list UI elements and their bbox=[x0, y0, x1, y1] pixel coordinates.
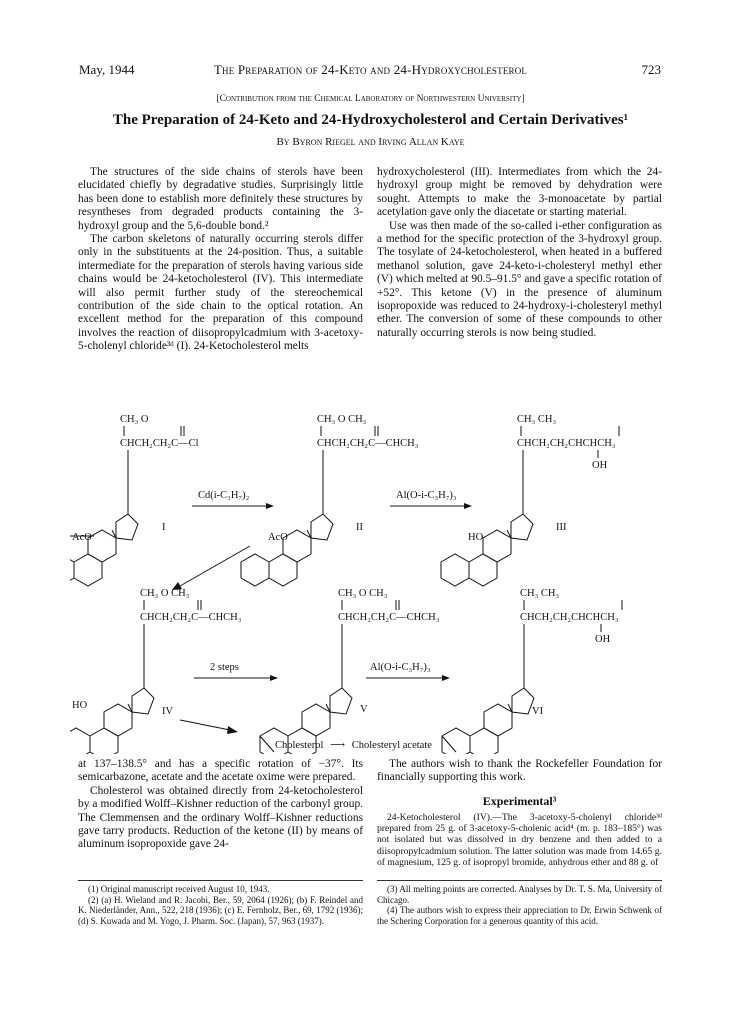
article-title: The Preparation of 24-Keto and 24-Hydroxycholesterol and Certain Derivatives¹ bbox=[112, 112, 629, 128]
label-iii: III bbox=[556, 522, 567, 533]
steroid-vi bbox=[442, 624, 534, 754]
sidechain-iii: CHCH₂CH₂CHCHCH₃ bbox=[517, 438, 616, 449]
cholesterol-line bbox=[275, 739, 432, 751]
reagent-cd: Cd(i-C₃H₇)₂ bbox=[198, 490, 250, 501]
paragraph: 24-Ketocholesterol (IV).—The 3-acetoxy-5-cholenyl chloride³ᵈ prepared from 25 g. of 3-acetoxy-5-cholenic acid⁴ (m. p. 183–185°) was not isolated but was dissolved in dry benzene and then added to a diisopropylcadmium solution. The latter solution was made from 14.65 g. of magnesium, 125 g. of isopropyl bromide, anhydrous ether and 88 g. of bbox=[377, 812, 662, 868]
page-date: May, 1944 bbox=[79, 62, 135, 77]
sidechain-ii-top: CH₃ O CH₃ bbox=[317, 414, 367, 425]
sidechain-v-top: CH₃ O CH₃ bbox=[338, 588, 388, 599]
byline: By Byron Riegel and Irving Allan Kaye bbox=[276, 136, 465, 148]
sidechain-ii: CHCH₂CH₂C—CHCH₃ bbox=[317, 438, 419, 449]
label-iv: IV bbox=[162, 706, 174, 717]
acetoxy-ii: AcO bbox=[268, 532, 288, 543]
label-ii: II bbox=[356, 522, 363, 533]
hydroxy-iii: HO bbox=[468, 532, 484, 543]
paragraph: Cholesterol was obtained directly from 24-ketocholesterol by a modified Wolff–Kishner reduction of the carbonyl group. The Clemmensen and the ordinary Wolff–Kishner reductions gave tarry products. Reduction of the ketone (II) by means of aluminum isopropoxide gave 24- bbox=[78, 784, 363, 851]
reaction-scheme bbox=[70, 408, 680, 754]
sidechain-i-top: CH₃ O bbox=[120, 414, 149, 425]
paragraph: Use was then made of the so-called i-ether configuration as a method for the specific protection of the 3-hydroxyl group. The tosylate of 24-ketocholesterol, when heated in a buffered methanol solution, gave 24-keto-i-cholesteryl methyl ether (V) which melted at 90.5–91.5° and gave a specific rotation of +52°. This ketone (V) in the presence of aluminum isopropoxide was reduced to 24-hydroxy-i-cholesteryl methyl ether. The conversion of some of these compounds to other naturally occurring sterols is now being studied. bbox=[377, 219, 662, 339]
sidechain-iv: CHCH₂CH₂C—CHCH₃ bbox=[140, 612, 242, 623]
sidechain-iii-top: CH₃ CH₃ bbox=[517, 414, 557, 425]
reagent-al-2: Al(O-i-C₃H₇)₃ bbox=[370, 662, 431, 673]
footnote: (3) All melting points are corrected. Analyses by Dr. T. S. Ma, University of Chicago. bbox=[377, 884, 662, 905]
sidechain-v: CHCH₂CH₂C—CHCH₃ bbox=[338, 612, 440, 623]
sidechain-vi-top: CH₃ CH₃ bbox=[520, 588, 560, 599]
paragraph: The carbon skeletons of naturally occurring sterols differ only in the substituents at the 24-position. Thus, a suitable intermediate for the preparation of sterols having various side chains would be 24-ketocholesterol (IV). This intermediate will also permit further study of the stereochemical contribution of the side chain to the optical rotation. An excellent method for the preparation of this compound involves the reaction of diisopropylcadmium with 3-acetoxy-5-cholenyl chloride³ᵈ (I). 24-Ketocholesterol melts bbox=[78, 233, 363, 353]
footnote: (2) (a) H. Wieland and R. Jacobi, Ber., 59, 2064 (1926); (b) F. Reindel and K. Niederländer, Ann., 522, 218 (1936); (c) E. Fernholz, Ber., 69, 1792 (1936); (d) S. Kuwada and M. Yogo, J. Pharm. Soc. (Japan), 57, 963 (1937). bbox=[78, 894, 363, 926]
label-vi: VI bbox=[532, 706, 544, 717]
label-v: V bbox=[360, 704, 368, 715]
steroid-ii bbox=[241, 450, 333, 586]
steroid-v bbox=[260, 624, 352, 754]
steroid-iv bbox=[70, 624, 154, 754]
body-left-column bbox=[78, 758, 363, 852]
cholesterol-label: Cholesterol bbox=[275, 740, 324, 751]
cholesteryl-acetate-label: Cholesteryl acetate bbox=[351, 740, 432, 751]
sidechain-i: CHCH₂CH₂C—Cl bbox=[120, 438, 199, 449]
experimental-text bbox=[377, 812, 662, 868]
footnote-divider-left bbox=[78, 880, 363, 881]
reagent-two-steps: 2 steps bbox=[210, 662, 239, 673]
hydroxyl-vi: OH bbox=[595, 634, 611, 645]
sidechain-vi: CHCH₂CH₂CHCHCH₃ bbox=[520, 612, 619, 623]
hydroxy-iv: HO bbox=[72, 700, 88, 711]
page-number: 723 bbox=[641, 62, 661, 77]
steroid-iii bbox=[441, 450, 533, 586]
intro-left-column bbox=[78, 166, 363, 354]
hydroxyl-iii: OH bbox=[592, 460, 608, 471]
conversion-arrow: ⟶ bbox=[330, 740, 346, 751]
reagent-al: Al(O-i-C₃H₇)₃ bbox=[396, 490, 457, 501]
footnote: (1) Original manuscript received August 10, 1943. bbox=[88, 884, 270, 894]
acetoxy-i: AcO bbox=[72, 532, 92, 543]
paragraph: at 137–138.5° and has a specific rotation of −37°. Its semicarbazone, acetate and the acetate oxime were prepared. bbox=[78, 758, 363, 784]
footnotes-right bbox=[377, 884, 662, 926]
intro-right-column bbox=[377, 166, 662, 340]
contribution-line: [Contribution from the Chemical Laboratory of Northwestern University] bbox=[216, 94, 525, 104]
steroid-i bbox=[70, 450, 138, 586]
running-title: The Preparation of 24-Keto and 24-Hydroxycholesterol bbox=[213, 62, 528, 77]
footnotes-left bbox=[78, 884, 363, 926]
sidechain-iv-top: CH₃ O CH₃ bbox=[140, 588, 190, 599]
experimental-heading: Experimental³ bbox=[482, 794, 557, 808]
label-i: I bbox=[162, 522, 166, 533]
footnote-divider-right bbox=[377, 880, 662, 881]
body-right-column bbox=[377, 758, 662, 785]
paragraph: hydroxycholesterol (III). Intermediates from which the 24-hydroxyl group might be removed by dehydration were sought. Attempts to make the 3-monoacetate by partial acetylation gave only the diacetate or starting material. bbox=[377, 166, 662, 219]
paragraph: The structures of the side chains of sterols have been elucidated chiefly by degradative studies. Surprisingly little has been done to establish more definitely these structures by resyntheses from degraded products containing the 3-hydroxyl group and the 5,6-double bond.² bbox=[78, 166, 363, 232]
footnote: (4) The authors wish to express their appreciation to Dr. Erwin Schwenk of the Schering Corporation for a generous quantity of this acid. bbox=[377, 905, 662, 926]
paragraph: The authors wish to thank the Rockefeller Foundation for financially supporting this work. bbox=[377, 758, 662, 784]
